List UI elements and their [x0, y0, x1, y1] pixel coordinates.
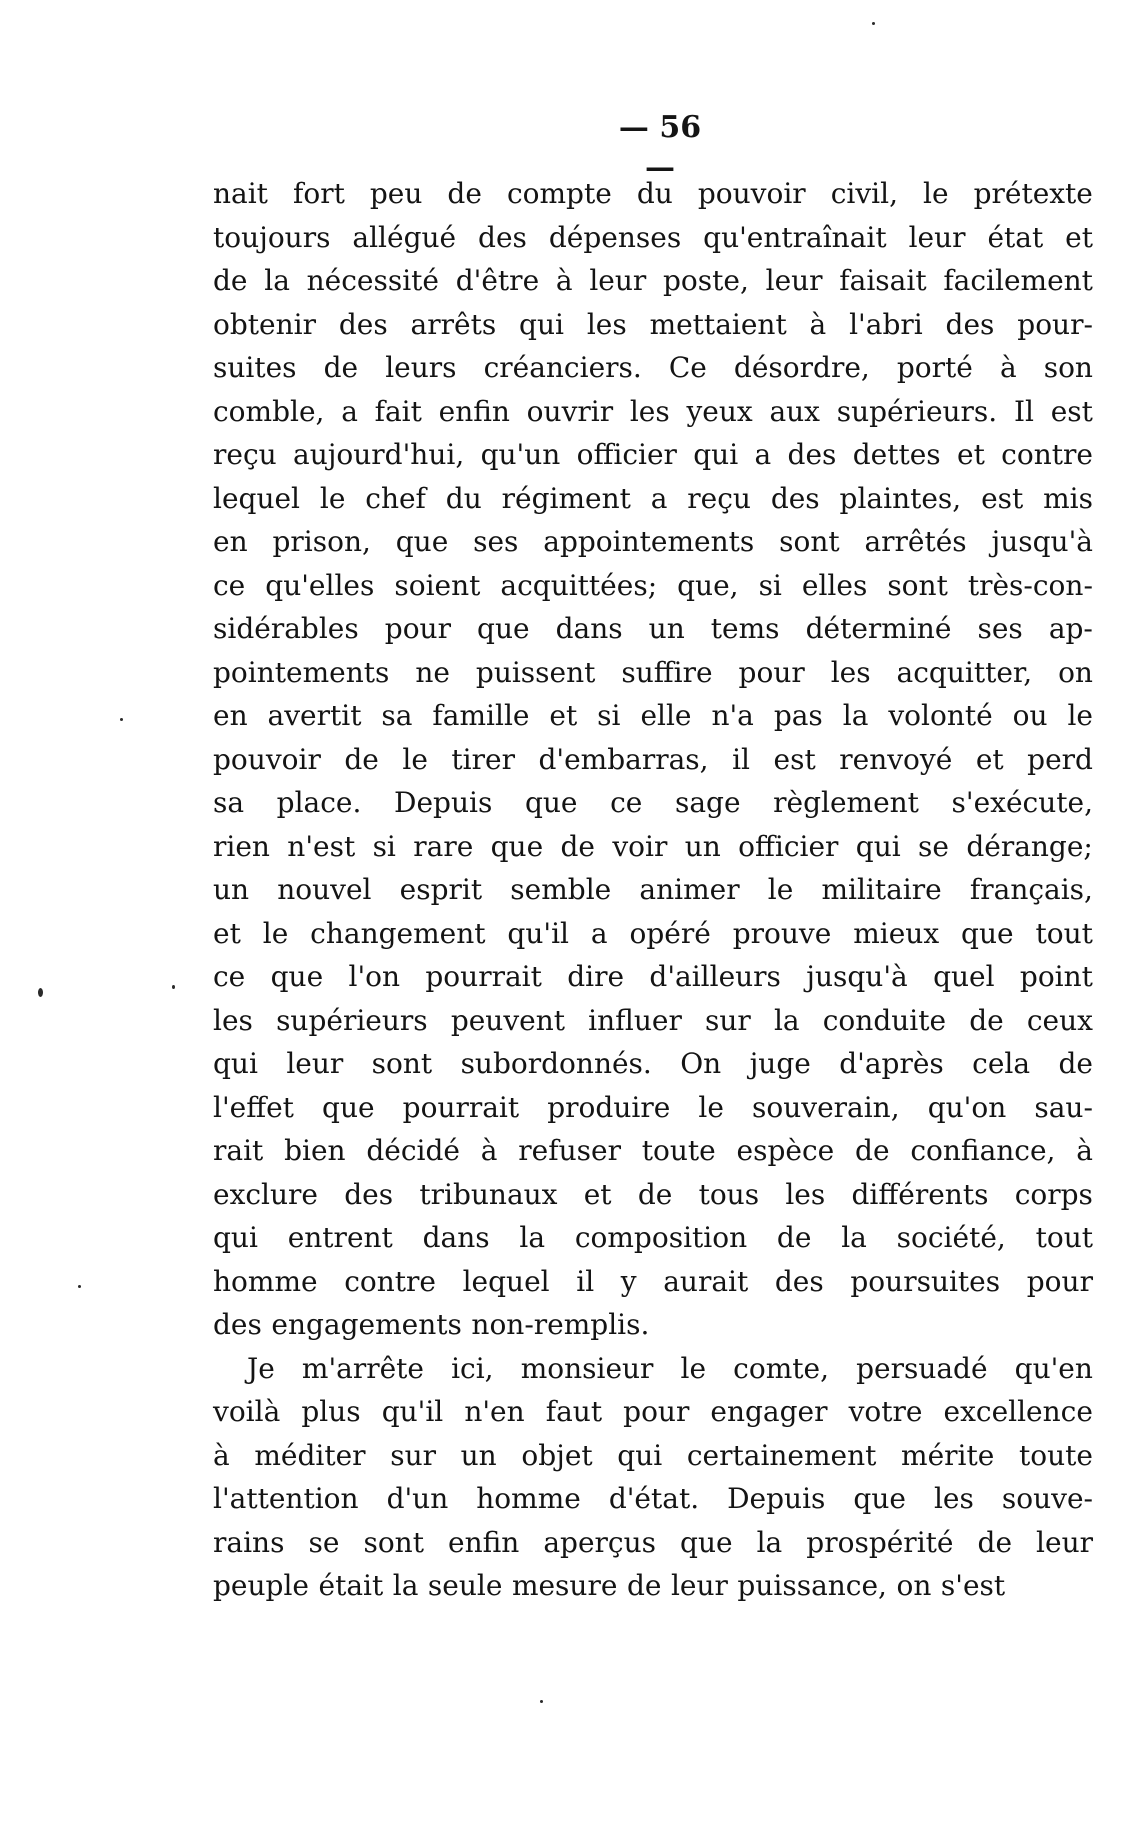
text-line: ce qu'elles soient acquittées; que, si elles sont très-con-	[213, 568, 1093, 602]
text-line: nait fort peu de compte du pouvoir civil, le prétexte	[213, 177, 1093, 210]
scan-speck	[872, 22, 875, 25]
text-line: reçu aujourd'hui, qu'un officier qui a des dettes et contre	[213, 438, 1093, 471]
text-line: et le changement qu'il a opéré prouve mieux que tout	[213, 916, 1093, 950]
scan-speck	[78, 1285, 81, 1288]
scan-speck	[172, 985, 175, 989]
text-line: sidérables pour que dans un tems déterminé ses ap-	[213, 612, 1093, 645]
text-line: exclure des tribunaux et de tous les différents corps	[213, 1177, 1093, 1211]
text-line: un nouvel esprit semble animer le militaire français,	[213, 873, 1093, 906]
text-line: Je m'arrête ici, monsieur le comte, persuadé qu'en	[247, 1351, 1093, 1385]
text-line: toujours allégué des dépenses qu'entraînait leur état et	[213, 220, 1093, 254]
text-line: pouvoir de le tirer d'embarras, il est renvoyé et perd	[213, 742, 1093, 776]
text-line: l'attention d'un homme d'état. Depuis que les souve-	[213, 1482, 1093, 1515]
text-line: suites de leurs créanciers. Ce désordre, porté à son	[213, 351, 1093, 384]
page-number: — 56 —	[618, 110, 702, 185]
scan-speck	[38, 988, 43, 997]
text-line: l'effet que pourrait produire le souverain, qu'on sau-	[213, 1090, 1093, 1124]
text-line: lequel le chef du régiment a reçu des plaintes, est mis	[213, 481, 1093, 515]
text-line: obtenir des arrêts qui les mettaient à l'abri des pour-	[213, 307, 1093, 341]
text-line: en avertit sa famille et si elle n'a pas la volonté ou le	[213, 699, 1093, 732]
scan-speck	[120, 718, 123, 721]
text-line: ce que l'on pourrait dire d'ailleurs jusqu'à quel point	[213, 960, 1093, 993]
text-line: rait bien décidé à refuser toute espèce de confiance, à	[213, 1134, 1093, 1167]
scan-speck	[540, 1700, 543, 1703]
text-line: voilà plus qu'il n'en faut pour engager votre excellence	[213, 1395, 1093, 1428]
text-line: rains se sont enfin aperçus que la prospérité de leur	[213, 1525, 1093, 1559]
text-line: qui leur sont subordonnés. On juge d'après cela de	[213, 1047, 1093, 1080]
body-text	[213, 172, 1093, 1608]
text-line: peuple était la seule mesure de leur puissance, on s'est	[213, 1569, 1006, 1602]
text-line: de la nécessité d'être à leur poste, leur faisait facilement	[213, 264, 1093, 297]
text-line: homme contre lequel il y aurait des poursuites pour	[213, 1264, 1093, 1298]
text-line: en prison, que ses appointements sont arrêtés jusqu'à	[213, 525, 1093, 558]
text-line: qui entrent dans la composition de la société, tout	[213, 1221, 1093, 1254]
text-line: pointements ne puissent suffire pour les acquitter, on	[213, 655, 1093, 689]
text-line: comble, a fait enfin ouvrir les yeux aux supérieurs. Il est	[213, 394, 1093, 428]
text-line: les supérieurs peuvent influer sur la conduite de ceux	[213, 1003, 1093, 1037]
text-line: sa place. Depuis que ce sage règlement s'exécute,	[213, 786, 1093, 819]
text-line: des engagements non-remplis.	[213, 1308, 650, 1341]
text-line: à méditer sur un objet qui certainement mérite toute	[213, 1438, 1093, 1472]
text-line: rien n'est si rare que de voir un officier qui se dérange;	[213, 829, 1093, 863]
